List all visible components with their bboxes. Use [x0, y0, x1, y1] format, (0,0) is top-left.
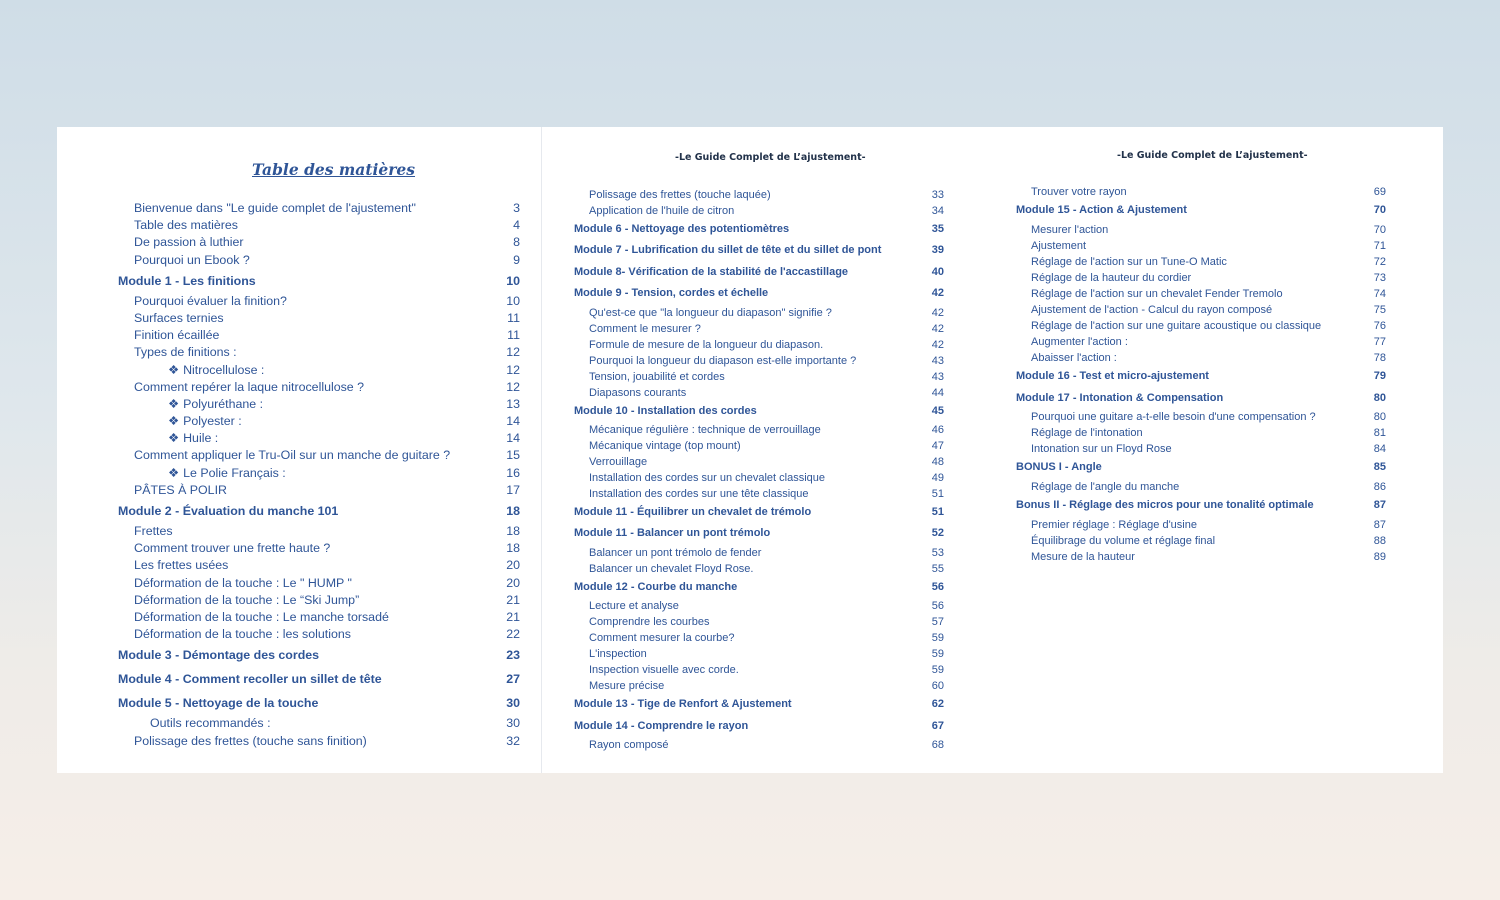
toc-entry-page-number: 12	[506, 345, 520, 360]
toc-entry-page-number: 33	[931, 189, 944, 201]
toc-entry-page-number: 56	[931, 580, 944, 593]
toc-entry-page-number: 74	[1373, 287, 1386, 300]
diamond-bullet-icon: ❖	[168, 362, 180, 377]
toc-entry-label: Ajustement	[1031, 239, 1087, 252]
toc-entry-page-number: 20	[506, 575, 520, 590]
diamond-bullet-icon: ❖	[168, 414, 180, 429]
toc-entry-label: Balancer un chevalet Floyd Rose.	[589, 562, 754, 575]
toc-module-entry[interactable]	[574, 716, 944, 737]
diamond-bullet-icon: ❖	[168, 465, 180, 480]
toc-entry-page-number: 43	[931, 354, 944, 367]
toc-entry-label: Installation des cordes sur une tête classique	[589, 487, 809, 500]
toc-module-entry[interactable]	[574, 502, 944, 523]
toc-page-1	[118, 200, 520, 750]
toc-entry-page-number: 21	[506, 592, 520, 607]
toc-entry-page-number: 75	[1373, 303, 1386, 316]
toc-entry-label: Module 2 - Évaluation du manche 101	[118, 504, 339, 518]
toc-entry-label: Mécanique régulière : technique de verrouillage	[589, 423, 821, 436]
toc-entry[interactable]	[1016, 184, 1386, 200]
toc-entry-page-number: 12	[506, 379, 520, 394]
toc-entry-page-number: 55	[931, 562, 944, 575]
toc-entry-page-number: 60	[931, 680, 944, 693]
toc-entry-label: Pourquoi évaluer la finition?	[134, 293, 287, 308]
toc-entry[interactable]	[118, 310, 520, 327]
toc-entry-page-number: 42	[931, 287, 944, 300]
toc-entry-label: Surfaces ternies	[134, 310, 224, 325]
toc-entry-label: Huile :	[183, 431, 219, 446]
toc-entry-page-number: 51	[931, 487, 944, 500]
toc-entry-label: Diapasons courants	[589, 386, 687, 399]
toc-entry-label: Module 8- Vérification de la stabilité de l'accastillage	[574, 265, 849, 278]
toc-entry-label: Module 12 - Courbe du manche	[574, 580, 738, 593]
toc-entry-page-number: 34	[931, 205, 944, 217]
toc-entry[interactable]	[574, 438, 944, 454]
toc-entry-label: Polissage des frettes (touche laquée)	[589, 189, 771, 201]
toc-entry[interactable]	[574, 369, 944, 385]
toc-entry-page-number: 21	[506, 609, 520, 624]
toc-entry-label: Abaisser l'action :	[1031, 351, 1117, 364]
toc-entry-page-number: 86	[1373, 481, 1386, 494]
toc-entry[interactable]	[118, 396, 520, 413]
toc-entry-label: Module 5 - Nettoyage de la touche	[118, 696, 319, 711]
toc-entry[interactable]	[118, 252, 520, 269]
toc-entry[interactable]	[1016, 409, 1386, 425]
toc-entry[interactable]	[574, 470, 944, 486]
toc-entry-page-number: 23	[506, 648, 520, 663]
toc-entry[interactable]	[574, 486, 944, 502]
toc-entry-page-number: 69	[1373, 186, 1386, 198]
toc-module-entry[interactable]	[118, 691, 520, 715]
toc-entry-page-number: 13	[506, 396, 520, 411]
toc-entry-page-number: 15	[506, 448, 520, 463]
toc-entry-page-number: 35	[931, 223, 944, 235]
toc-entry-page-number: 17	[506, 482, 520, 497]
toc-entry[interactable]	[574, 353, 944, 369]
toc-entry[interactable]	[118, 447, 520, 464]
toc-entry-page-number: 14	[506, 414, 520, 429]
toc-entry-page-number: 11	[507, 328, 520, 343]
toc-entry[interactable]	[1016, 302, 1386, 318]
toc-entry-label: Déformation de la touche : les solutions	[134, 627, 351, 642]
toc-entry-page-number: 11	[507, 310, 520, 325]
toc-entry-page-number: 18	[506, 504, 520, 518]
toc-entry-page-number: 47	[931, 439, 944, 452]
page3-running-header: -Le Guide Complet de L’ajustement-	[1117, 150, 1308, 161]
toc-entry-page-number: 70	[1373, 223, 1386, 236]
toc-entry-label: Finition écaillée	[134, 328, 220, 343]
toc-entry[interactable]	[118, 217, 520, 234]
toc-module-entry[interactable]	[1016, 366, 1386, 388]
toc-entry-label: Table des matières	[134, 218, 238, 233]
toc-entry-page-number: 67	[931, 719, 944, 732]
toc-entry[interactable]	[1016, 286, 1386, 302]
toc-entry[interactable]	[118, 200, 520, 217]
toc-entry-page-number: 18	[506, 541, 520, 556]
toc-entry[interactable]	[118, 575, 520, 592]
toc-entry[interactable]	[118, 715, 520, 732]
toc-entry-label: Frettes	[134, 524, 173, 538]
toc-entry-label: Augmenter l'action :	[1031, 335, 1128, 348]
toc-entry-page-number: 30	[506, 696, 520, 711]
toc-entry-page-number: 59	[931, 648, 944, 661]
toc-entry[interactable]	[118, 592, 520, 609]
toc-entry[interactable]	[118, 609, 520, 626]
toc-entry-page-number: 81	[1373, 427, 1386, 440]
toc-entry-page-number: 3	[513, 201, 520, 215]
toc-entry[interactable]	[574, 187, 944, 203]
toc-entry-label: Comment le mesurer ?	[589, 322, 701, 335]
toc-module-entry[interactable]	[574, 577, 944, 598]
toc-entry-page-number: 73	[1373, 271, 1386, 284]
toc-entry-label: Bonus II - Réglage des micros pour une tonalité optimale	[1016, 499, 1314, 512]
toc-entry[interactable]	[574, 737, 944, 753]
toc-entry-label: Installation des cordes sur un chevalet classique	[589, 471, 826, 484]
toc-entry-page-number: 85	[1373, 461, 1386, 474]
toc-entry-label: Lecture et analyse	[589, 600, 679, 613]
toc-entry-page-number: 84	[1373, 443, 1386, 456]
toc-entry-label: Réglage de l'angle du manche	[1031, 481, 1180, 494]
toc-entry-page-number: 71	[1373, 239, 1386, 252]
toc-entry-page-number: 10	[506, 273, 520, 288]
toc-entry-label: Module 17 - Intonation & Compensation	[1016, 391, 1224, 404]
toc-entry-page-number: 27	[506, 672, 520, 687]
toc-entry-page-number: 56	[931, 600, 944, 613]
toc-entry[interactable]	[574, 305, 944, 321]
toc-entry-label: PÂTES À POLIR	[134, 482, 227, 497]
toc-entry-label: Déformation de la touche : Le " HUMP "	[134, 575, 352, 590]
toc-entry[interactable]	[574, 598, 944, 614]
toc-entry[interactable]	[118, 234, 520, 251]
toc-entry-label: Pourquoi une guitare a-t-elle besoin d'une compensation ?	[1031, 411, 1316, 424]
toc-entry-label: Module 6 - Nettoyage des potentiomètres	[574, 223, 790, 235]
toc-entry-page-number: 79	[1373, 369, 1386, 382]
toc-entry-page-number: 59	[931, 632, 944, 645]
toc-entry-page-number: 4	[513, 218, 520, 233]
toc-entry[interactable]	[574, 454, 944, 470]
toc-entry-label: Module 14 - Comprendre le rayon	[574, 719, 749, 732]
toc-entry-label: Comment repérer la laque nitrocellulose ?	[134, 379, 365, 394]
toc-entry-label: Qu'est-ce que "la longueur du diapason" signifie ?	[589, 306, 832, 319]
toc-entry-page-number: 20	[506, 558, 520, 573]
toc-entry[interactable]	[1016, 334, 1386, 350]
toc-entry-label: Application de l'huile de citron	[589, 205, 735, 217]
toc-module-entry[interactable]	[1016, 388, 1386, 410]
toc-module-entry[interactable]	[118, 499, 520, 523]
toc-entry-label: Pourquoi un Ebook ?	[134, 252, 250, 267]
toc-entry-page-number: 57	[931, 616, 944, 629]
toc-entry-page-number: 40	[931, 265, 944, 278]
toc-module-entry[interactable]	[574, 219, 944, 240]
toc-entry[interactable]	[574, 630, 944, 646]
toc-entry-label: Module 10 - Installation des cordes	[574, 404, 757, 417]
toc-module-entry[interactable]	[574, 262, 944, 283]
toc-module-entry[interactable]	[118, 269, 520, 293]
toc-entry[interactable]	[1016, 350, 1386, 366]
toc-entry-page-number: 88	[1373, 534, 1386, 547]
toc-entry-label: Pourquoi la longueur du diapason est-elle importante ?	[589, 354, 857, 367]
toc-entry[interactable]	[574, 385, 944, 401]
toc-entry-page-number: 22	[506, 627, 520, 642]
toc-entry[interactable]	[1016, 441, 1386, 457]
toc-entry-page-number: 9	[513, 252, 520, 267]
toc-entry-page-number: 59	[931, 664, 944, 677]
toc-entry-page-number: 12	[506, 362, 520, 377]
toc-module-entry[interactable]	[1016, 495, 1386, 517]
toc-entry-label: Module 7 - Lubrification du sillet de tête et du sillet de pont	[574, 244, 882, 257]
toc-entry[interactable]	[574, 422, 944, 438]
toc-entry-label: BONUS I - Angle	[1016, 461, 1102, 474]
toc-entry-label: Comment mesurer la courbe?	[589, 632, 735, 645]
toc-entry-page-number: 18	[506, 524, 520, 538]
toc-entry-label: Outils recommandés :	[150, 716, 271, 731]
toc-entry[interactable]	[1016, 517, 1386, 533]
toc-entry[interactable]	[118, 327, 520, 344]
toc-entry-label: Module 11 - Balancer un pont trémolo	[574, 527, 771, 540]
toc-entry[interactable]	[118, 626, 520, 643]
toc-entry-page-number: 42	[931, 338, 944, 351]
toc-entry-label: Trouver votre rayon	[1031, 186, 1127, 198]
toc-entry-page-number: 45	[931, 404, 944, 417]
toc-entry[interactable]	[1016, 238, 1386, 254]
toc-entry-label: Types de finitions :	[134, 345, 237, 360]
toc-entry-page-number: 53	[931, 546, 944, 559]
toc-entry-page-number: 48	[931, 455, 944, 468]
toc-entry-label: Nitrocellulose :	[183, 362, 265, 377]
toc-entry-label: Les frettes usées	[134, 558, 229, 573]
toc-entry-label: Module 15 - Action & Ajustement	[1016, 204, 1187, 216]
toc-entry-page-number: 87	[1373, 518, 1386, 531]
toc-entry-label: Module 16 - Test et micro-ajustement	[1016, 369, 1209, 382]
toc-entry[interactable]	[118, 523, 520, 540]
toc-entry-label: Premier réglage : Réglage d'usine	[1031, 518, 1197, 531]
toc-entry-label: L'inspection	[589, 648, 647, 661]
toc-module-entry[interactable]	[574, 240, 944, 261]
toc-entry-page-number: 77	[1373, 335, 1386, 348]
toc-entry[interactable]	[118, 413, 520, 430]
toc-entry-label: Déformation de la touche : Le manche torsadé	[134, 609, 389, 624]
toc-entry[interactable]	[574, 321, 944, 337]
toc-entry[interactable]	[574, 561, 944, 577]
toc-entry[interactable]	[118, 733, 520, 750]
toc-title: Table des matières	[252, 160, 416, 179]
toc-entry[interactable]	[574, 614, 944, 630]
toc-entry-label: Module 11 - Équilibrer un chevalet de trémolo	[574, 505, 812, 518]
toc-entry-label: Mécanique vintage (top mount)	[589, 439, 741, 452]
toc-entry-label: Réglage de l'action sur un Tune-O Matic	[1031, 255, 1227, 268]
toc-entry[interactable]	[1016, 270, 1386, 286]
toc-entry-page-number: 10	[506, 293, 520, 308]
toc-entry-label: Comment appliquer le Tru-Oil sur un manche de guitare ?	[134, 448, 451, 463]
toc-entry-page-number: 30	[506, 716, 520, 731]
toc-entry-page-number: 14	[506, 431, 520, 446]
toc-entry[interactable]	[1016, 425, 1386, 441]
toc-entry[interactable]	[118, 557, 520, 574]
toc-entry-label: Comment trouver une frette haute ?	[134, 541, 331, 556]
toc-module-entry[interactable]	[574, 401, 944, 422]
toc-entry-page-number: 87	[1373, 499, 1386, 512]
toc-entry-label: Mesurer l'action	[1031, 223, 1109, 236]
toc-entry-label: Module 9 - Tension, cordes et échelle	[574, 287, 769, 300]
toc-entry-label: Le Polie Français :	[183, 465, 286, 480]
toc-entry-page-number: 89	[1373, 550, 1386, 563]
toc-entry[interactable]	[118, 293, 520, 310]
toc-entry[interactable]	[118, 540, 520, 557]
toc-entry[interactable]	[1016, 479, 1386, 495]
toc-entry-label: Ajustement de l'action - Calcul du rayon composé	[1031, 303, 1273, 316]
toc-entry-label: Équilibrage du volume et réglage final	[1031, 534, 1216, 547]
toc-entry-label: Inspection visuelle avec corde.	[589, 664, 739, 677]
toc-entry-label: De passion à luthier	[134, 235, 244, 250]
toc-entry[interactable]	[1016, 549, 1386, 565]
toc-module-entry[interactable]	[574, 523, 944, 544]
toc-entry[interactable]	[118, 379, 520, 396]
page-divider	[541, 127, 542, 773]
toc-module-entry[interactable]	[1016, 200, 1386, 222]
toc-entry[interactable]	[1016, 533, 1386, 549]
toc-entry-label: Comprendre les courbes	[589, 616, 710, 629]
toc-entry-label: Réglage de la hauteur du cordier	[1031, 271, 1192, 284]
toc-entry[interactable]	[118, 465, 520, 482]
toc-entry-page-number: 44	[931, 386, 944, 399]
toc-entry-label: Réglage de l'intonation	[1031, 427, 1143, 440]
toc-entry-page-number: 70	[1373, 204, 1386, 216]
toc-entry-label: Intonation sur un Floyd Rose	[1031, 443, 1172, 456]
toc-entry[interactable]	[1016, 254, 1386, 270]
toc-entry[interactable]	[118, 362, 520, 379]
toc-entry[interactable]	[118, 344, 520, 361]
toc-entry-page-number: 16	[506, 465, 520, 480]
toc-entry-page-number: 78	[1373, 351, 1386, 364]
toc-entry[interactable]	[574, 545, 944, 561]
page2-running-header: -Le Guide Complet de L’ajustement-	[675, 152, 866, 163]
toc-entry-page-number: 62	[931, 698, 944, 711]
toc-entry[interactable]	[1016, 222, 1386, 238]
toc-entry[interactable]	[1016, 318, 1386, 334]
toc-page-2	[574, 187, 944, 753]
toc-entry-page-number: 72	[1373, 255, 1386, 268]
toc-entry-label: Module 4 - Comment recoller un sillet de tête	[118, 672, 382, 687]
toc-entry-label: Bienvenue dans "Le guide complet de l'ajustement"	[134, 201, 416, 215]
toc-module-entry[interactable]	[574, 283, 944, 304]
toc-entry-page-number: 39	[931, 244, 944, 257]
toc-entry-label: Polyuréthane :	[183, 396, 264, 411]
toc-entry-page-number: 8	[513, 235, 520, 250]
toc-entry[interactable]	[574, 646, 944, 662]
diamond-bullet-icon: ❖	[168, 431, 180, 446]
toc-page-3	[1016, 184, 1386, 565]
toc-entry-label: Polissage des frettes (touche sans finition)	[134, 733, 367, 748]
toc-entry[interactable]	[118, 482, 520, 499]
toc-entry-label: Réglage de l'action sur un chevalet Fender Tremolo	[1031, 287, 1283, 300]
toc-entry[interactable]	[574, 337, 944, 353]
toc-entry-page-number: 32	[506, 733, 520, 748]
toc-entry-page-number: 43	[931, 370, 944, 383]
toc-entry-label: Balancer un pont trémolo de fender	[589, 546, 762, 559]
toc-entry-label: Mesure de la hauteur	[1031, 550, 1135, 563]
toc-entry-page-number: 42	[931, 306, 944, 319]
toc-entry-page-number: 76	[1373, 319, 1386, 332]
toc-entry-label: Polyester :	[183, 414, 242, 429]
toc-entry-label: Tension, jouabilité et cordes	[589, 370, 725, 383]
toc-entry[interactable]	[574, 678, 944, 694]
toc-entry-label: Réglage de l'action sur une guitare acoustique ou classique	[1031, 319, 1322, 332]
toc-module-entry[interactable]	[1016, 457, 1386, 479]
toc-entry-label: Mesure précise	[589, 680, 665, 693]
toc-entry-label: Module 13 - Tige de Renfort & Ajustement	[574, 698, 792, 711]
toc-entry-page-number: 42	[931, 322, 944, 335]
toc-entry[interactable]	[574, 662, 944, 678]
toc-entry-page-number: 51	[931, 505, 944, 518]
toc-entry-label: Module 3 - Démontage des cordes	[118, 648, 320, 663]
toc-module-entry[interactable]	[118, 667, 520, 691]
toc-entry[interactable]	[118, 430, 520, 447]
toc-entry-label: Verrouillage	[589, 455, 648, 468]
toc-entry-page-number: 68	[931, 738, 944, 751]
toc-entry-page-number: 49	[931, 471, 944, 484]
toc-entry-label: Rayon composé	[589, 738, 669, 751]
diamond-bullet-icon: ❖	[168, 396, 180, 411]
toc-entry-label: Module 1 - Les finitions	[118, 273, 256, 288]
toc-entry-label: Déformation de la touche : Le “Ski Jump”	[134, 592, 360, 607]
toc-module-entry[interactable]	[118, 643, 520, 667]
toc-entry-page-number: 46	[931, 423, 944, 436]
toc-entry-page-number: 80	[1373, 411, 1386, 424]
toc-entry-page-number: 52	[931, 527, 944, 540]
toc-entry-page-number: 80	[1373, 391, 1386, 404]
toc-entry[interactable]	[574, 203, 944, 219]
toc-entry-label: Formule de mesure de la longueur du diapason.	[589, 338, 824, 351]
toc-module-entry[interactable]	[574, 694, 944, 715]
